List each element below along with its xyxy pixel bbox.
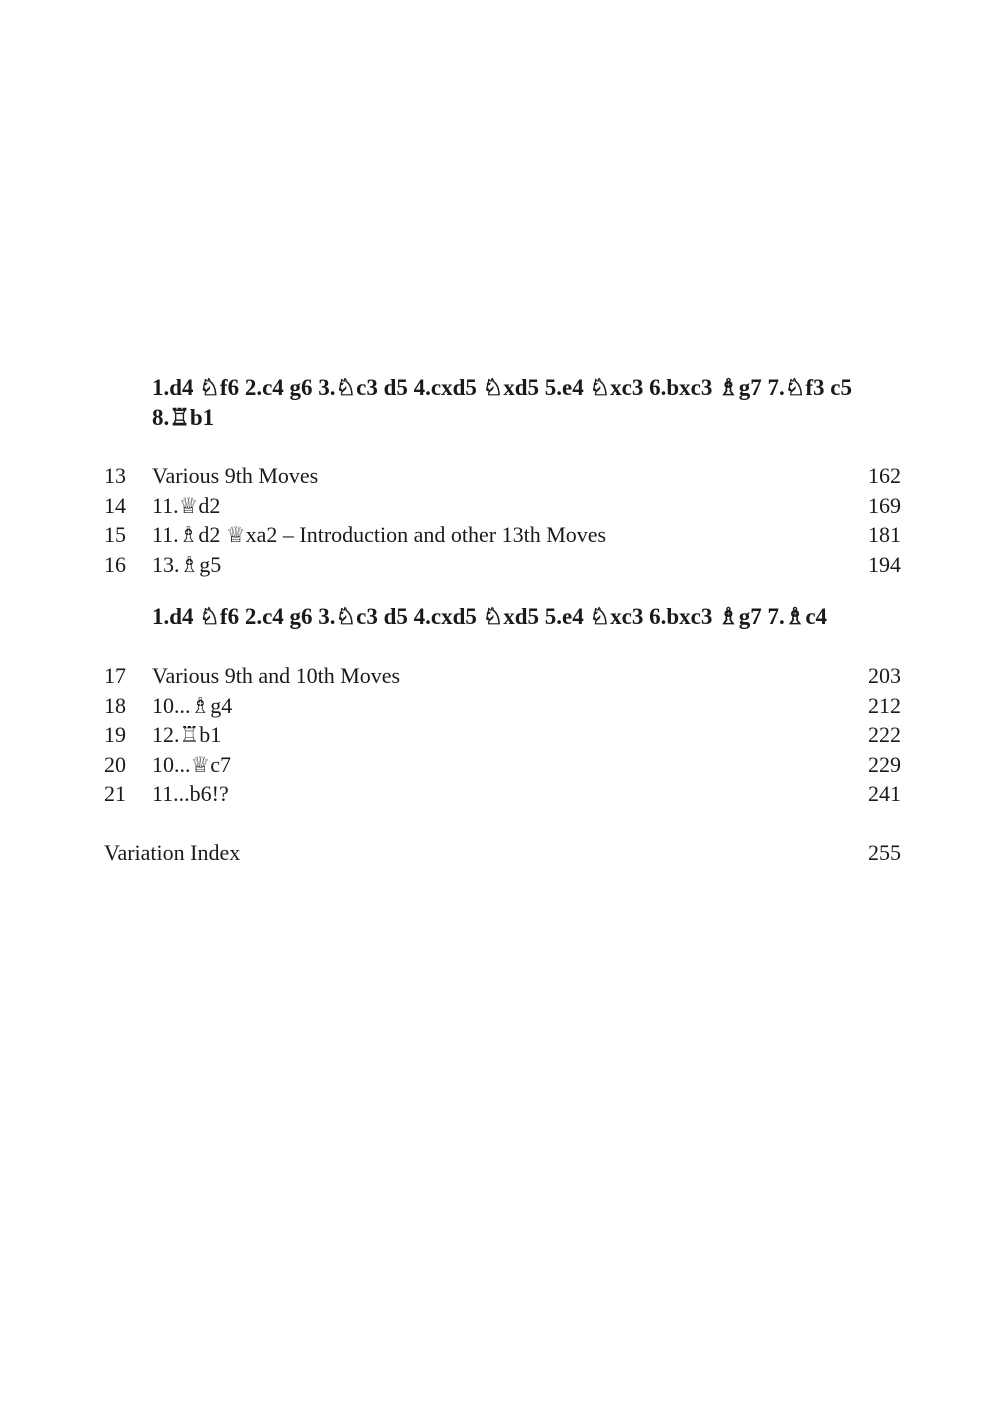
chapter-page-number: 203	[868, 663, 901, 688]
chapter-page-number: 169	[868, 492, 901, 518]
index-page-number: 255	[868, 840, 901, 865]
chapter-title: 10...♕c7	[152, 751, 231, 777]
chapter-row	[104, 750, 901, 780]
chapter-page-number: 212	[868, 692, 901, 718]
chapter-number: 15	[104, 522, 126, 547]
chapter-row	[104, 550, 901, 580]
chapter-list	[104, 661, 901, 809]
index-title: Variation Index	[104, 840, 241, 865]
chapter-number: 16	[104, 551, 126, 577]
index-list	[104, 838, 901, 868]
chapter-row	[104, 661, 901, 691]
chapter-page-number: 241	[868, 781, 901, 806]
index-row	[104, 838, 901, 868]
chapter-title: Various 9th Moves	[152, 463, 319, 488]
chapter-row	[104, 720, 901, 750]
chapter-page-number: 194	[868, 551, 901, 577]
section-heading: 1.d4 ♘f6 2.c4 g6 3.♘c3 d5 4.cxd5 ♘xd5 5.e4 ♘xc3 6.bxc3 ♗g7 7.♗c4	[152, 604, 828, 629]
chapter-number: 14	[104, 492, 126, 518]
chapter-title: 12.♖b1	[152, 722, 222, 747]
chapter-title: Various 9th and 10th Moves	[152, 663, 401, 688]
chapter-number: 19	[104, 722, 126, 747]
chapter-number: 18	[104, 692, 126, 718]
chapter-page-number: 222	[868, 722, 901, 747]
chapter-page-number: 162	[868, 463, 901, 488]
section-heading: 1.d4 ♘f6 2.c4 g6 3.♘c3 d5 4.cxd5 ♘xd5 5.e4 ♘xc3 6.bxc3 ♗g7 7.♘f3 c5 8.♖b1	[152, 375, 852, 430]
chapter-title: 11...b6!?	[152, 781, 229, 806]
chapter-row	[104, 491, 901, 521]
chapter-title: 10...♗g4	[152, 692, 233, 718]
chapter-title: 11.♗d2 ♕xa2 – Introduction and other 13th Moves	[152, 522, 607, 547]
chapter-title: 11.♕d2	[152, 492, 221, 518]
chapter-row	[104, 461, 901, 491]
chapter-row	[104, 520, 901, 550]
chapter-list	[104, 461, 901, 579]
chapter-page-number: 229	[868, 751, 901, 777]
chapter-row	[104, 779, 901, 809]
chapter-title: 13.♗g5	[152, 551, 222, 577]
chapter-number: 17	[104, 663, 126, 688]
chapter-number: 20	[104, 751, 126, 777]
chapter-number: 13	[104, 463, 126, 488]
chapter-number: 21	[104, 781, 126, 806]
chapter-page-number: 181	[868, 522, 901, 547]
chapter-row	[104, 691, 901, 721]
